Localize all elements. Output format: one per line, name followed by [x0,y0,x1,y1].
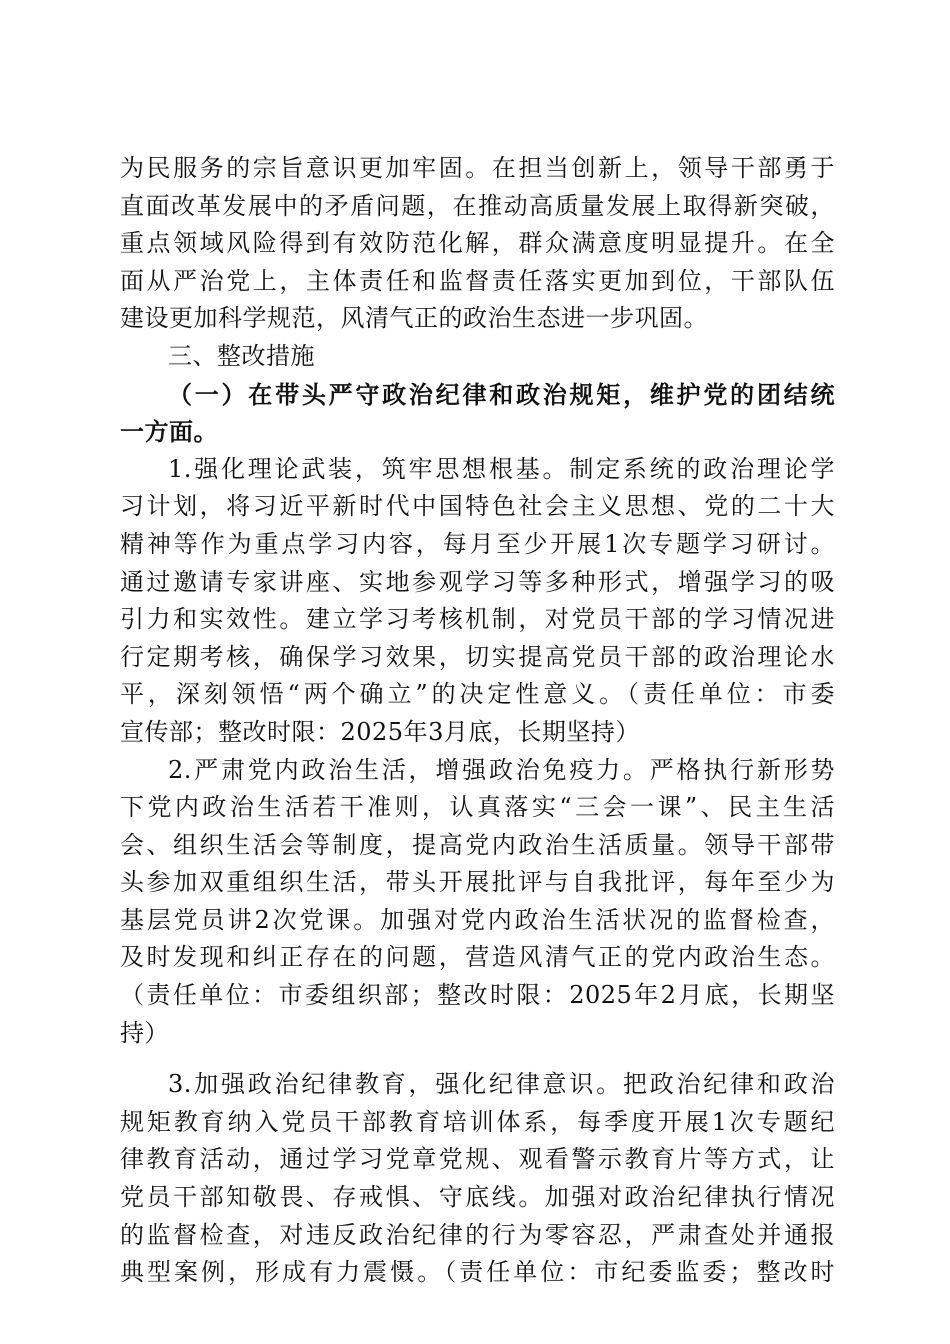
text-line: 引力和实效性。建立学习考核机制，对党员干部的学习情况进 [120,605,835,634]
text-line: 精神等作为重点学习内容，每月至少开展1次专题学习研讨。 [120,529,835,558]
text-line: 一方面。 [120,417,218,447]
text-line: 会、组织生活会等制度，提高党内政治生活质量。领导干部带 [120,830,835,859]
measure-item-3 [120,1066,835,1292]
text-line: 及时发现和纠正存在的问题，营造风清气正的党内政治生态。 [120,943,835,972]
intro-paragraph [120,150,835,338]
measure-item-2 [120,752,835,1053]
text-line: 3.加强政治纪律教育，强化纪律意识。把政治纪律和政治 [168,1070,835,1099]
text-line: 为民服务的宗旨意识更加牢固。在担当创新上，领导干部勇于 [120,154,835,182]
document-body [120,150,835,1292]
text-line: 下党内政治生活若干准则，认真落实“三会一课”、民主生活 [120,793,835,822]
text-line: 2.严肃党内政治生活，增强政治免疫力。严格执行新形势 [168,755,835,784]
text-line: 建设更加科学规范，风清气正的政治生态进一步巩固。 [120,304,708,333]
text-line: 习计划，将习近平新时代中国特色社会主义思想、党的二十大 [120,492,835,521]
text-line: 直面改革发展中的矛盾问题，在推动高质量发展上取得新突破， [120,191,835,220]
text-line: 行定期考核，确保学习效果，切实提高党员干部的政治理论水 [120,642,835,671]
text-line: 规矩教育纳入党员干部教育培训体系，每季度开展1次专题纪 [120,1107,835,1136]
text-line: 平，深刻领悟“两个确立”的决定性意义。（责任单位：市委 [120,680,835,709]
text-line: 头参加双重组织生活，带头开展批评与自我批评，每年至少为 [120,868,835,897]
text-line: （责任单位：市委组织部；整改时限：2025年2月底，长期坚 [120,981,835,1010]
text-line: 典型案例，形成有力震慑。（责任单位：市纪委监委；整改时 [120,1258,835,1287]
text-line: 1.强化理论武装，筑牢思想根基。制定系统的政治理论学 [168,454,835,483]
text-line: 面从严治党上，主体责任和监督责任落实更加到位，干部队伍 [120,266,835,295]
text-line: （一）在带头严守政治纪律和政治规矩，维护党的团结统 [168,379,835,409]
text-line: 的监督检查，对违反政治纪律的行为零容忍，严肃查处并通报 [120,1220,835,1249]
measure-item-1 [120,451,835,752]
text-line: 基层党员讲2次党课。加强对党内政治生活状况的监督检查， [120,905,835,934]
subsection-heading [120,376,835,451]
text-line: 通过邀请专家讲座、实地参观学习等多种形式，增强学习的吸 [120,567,835,596]
text-line: 党员干部知敬畏、存戒惧、守底线。加强对政治纪律执行情况 [120,1183,835,1212]
text-line: 宣传部；整改时限：2025年3月底，长期坚持） [120,717,640,746]
text-line: 律教育活动，通过学习党章党规、观看警示教育片等方式，让 [120,1145,835,1174]
paragraph-gap [120,1052,835,1066]
text-line: 重点领域风险得到有效防范化解，群众满意度明显提升。在全 [120,229,835,258]
text-line: 持） [120,1018,169,1047]
section-heading: 三、整改措施 [168,341,315,370]
